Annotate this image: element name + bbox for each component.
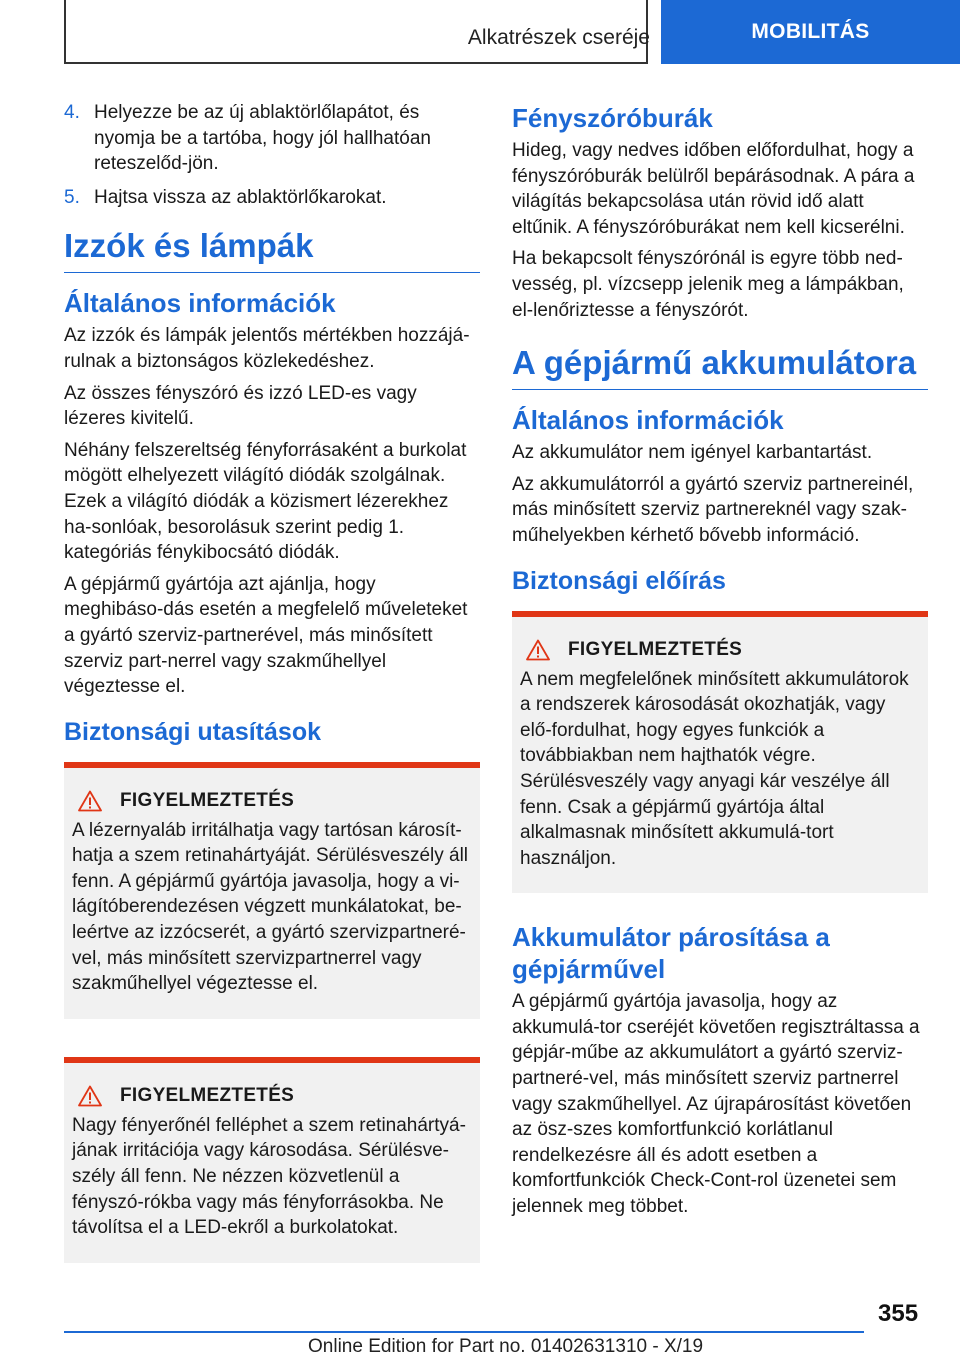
step-number: 5. xyxy=(64,186,80,208)
heading-safety-instructions: Biztonsági utasítások xyxy=(64,717,321,746)
heading-safety-rule: Biztonsági előírás xyxy=(512,566,726,595)
step-item xyxy=(64,100,480,177)
warning-triangle-icon xyxy=(526,639,550,661)
heading-headlight-lenses: Fényszóróburák xyxy=(512,103,713,133)
footer-divider xyxy=(64,1331,864,1333)
paragraph: A gépjármű gyártója azt ajánlja, hogy meghibáso-dás esetén a megfelelő műveleteket a gyártó szerviz-partnerével, más minősített szerviz part-nerrel vagy szakműhellyel végeztesse el. xyxy=(64,573,468,698)
paragraph: Az izzók és lámpák jelentős mértékben hozzájá-rulnak a biztonságos közlekedéshez. xyxy=(64,325,470,372)
warning-box xyxy=(512,611,928,894)
paragraph: A gépjármű gyártója javasolja, hogy az akkumulá-tor cseréjét követően regisztráltassa a gépjár-műbe az akkumulátort a gyártó szerviz-partneré-vel, más minősített szerviz partnerrel vagy szakműhellyel. Az újrapárosítást követően az ösz-szes komfortfunkció korlátlanul rendelkezésre áll és adott esetben a komfortfunkciók Check-Cont-rol üzenetei sem jelennek meg többet. xyxy=(512,991,920,1218)
paragraph: Hideg, vagy nedves időben előfordulhat, hogy a fényszóróburák belülről bepárásodnak. A pára a világítás bekapcsolása után rövid idő alatt eltűnik. A fényszóróburákat nem kell kicserélni. xyxy=(512,140,915,238)
header-section-title: Alkatrészek cseréje xyxy=(467,26,650,49)
warning-triangle-icon xyxy=(78,790,102,812)
heading-general-info: Általános információk xyxy=(64,288,336,319)
heading-battery-pairing: Akkumulátor párosítása a gépjárművel xyxy=(512,922,830,985)
heading-general-info: Általános információk xyxy=(512,405,784,436)
right-column xyxy=(512,100,928,1226)
warning-title: FIGYELMEZTETÉS xyxy=(120,789,295,811)
warning-title: FIGYELMEZTETÉS xyxy=(120,1084,295,1106)
warning-text: A nem megfelelőnek minősített akkumulátorok a rendszerek károsodását okozhatják, vagy elő-fordulhat, hogy egyes funkciók a továbbiakban nem hajthatók végre. Sérülésveszély vagy anyagi kár veszélye áll fenn. Csak a gépjármű gyártója által alkalmasnak minősített akkumulá-tort használjon. xyxy=(520,668,909,869)
footer-edition: Online Edition for Part no. 01402631310 - X/19 xyxy=(308,1336,704,1357)
paragraph: Az összes fényszóró és izzó LED-es vagy lézeres kivitelű. xyxy=(64,382,417,430)
step-text: Helyezze be az új ablaktörlőlapátot, és nyomja be a tartóba, hogy jól hallhatóan reteszelőd-jön. xyxy=(94,102,431,175)
warning-box xyxy=(64,1057,480,1263)
step-item xyxy=(64,185,480,211)
warning-box xyxy=(64,762,480,1019)
left-column xyxy=(64,100,480,1281)
paragraph: Az akkumulátorról a gyártó szerviz partnereinél, más minősített szerviz partnereknél vagy szak-műhelyekben kérhető bővebb információ. xyxy=(512,473,914,546)
page-number: 355 xyxy=(878,1300,919,1327)
header-chapter-tab: MOBILITÁS xyxy=(661,0,960,64)
warning-text: Nagy fényerőnél felléphet a szem retinahártyá-jának irritációja vagy károsodása. Sérülésve-szély áll fenn. Ne nézzen közvetlenül a fényszó-rókba vagy más fényforrásokba. Ne távolítsa el a LED-ekről a burkolatokat. xyxy=(72,1114,466,1239)
section-title-bulbs: Izzók és lámpák xyxy=(64,226,480,273)
paragraph: Néhány felszereltség fényforrásaként a burkolat mögött elhelyezett világító diódák szolgálnak. Ezek a világító diódák a közismert lézerekhez ha-sonlóak, besorolásuk szerint pedig 1. kategóriás fénykibocsátó diódák. xyxy=(64,439,467,564)
paragraph: Ha bekapcsolt fényszórónál is egyre több ned-vesség, pl. vízcsepp jelenik meg a lámpákban, el-lenőriztesse a fényszórót. xyxy=(512,248,904,321)
paragraph: Az akkumulátor nem igényel karbantartást. xyxy=(512,442,873,464)
warning-title: FIGYELMEZTETÉS xyxy=(568,638,743,660)
step-number: 4. xyxy=(64,102,80,123)
section-title-battery: A gépjármű akkumulátora xyxy=(512,343,928,390)
warning-triangle-icon xyxy=(78,1085,102,1107)
step-text: Hajtsa vissza az ablaktörlőkarokat. xyxy=(94,186,387,208)
warning-text: A lézernyaláb irritálhatja vagy tartósan károsít-hatja a szem retinahártyáját. Sérülésveszély áll fenn. A gépjármű gyártója javasolja, hogy a vi-lágítóberendezésen végzett munkálatokat, be-leértve az izzócserét, a gyártó szervizpartneré-vel, más minősített szervizpartnerrel vagy szakműhellyel végeztesse el. xyxy=(72,819,469,995)
step-list xyxy=(64,100,480,210)
